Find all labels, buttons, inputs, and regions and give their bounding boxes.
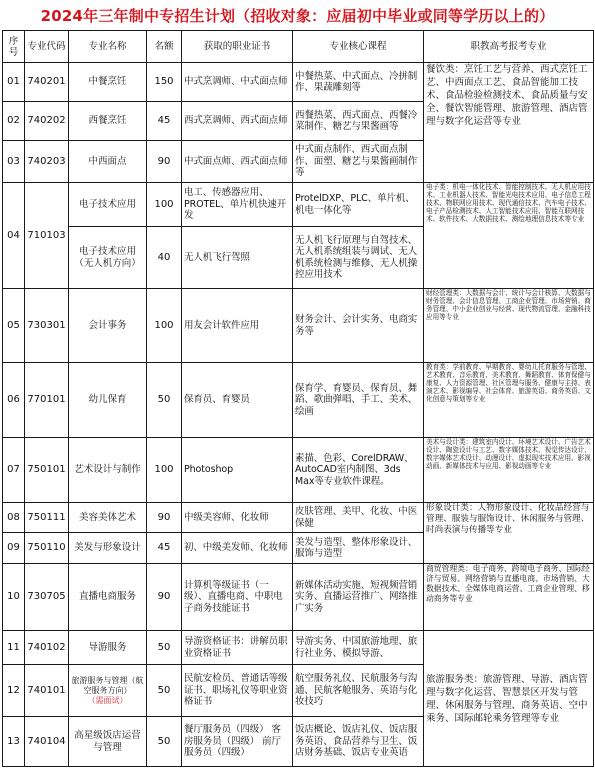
row-cert: 中式面点师、西式面点师 — [182, 141, 293, 183]
row-quota: 50 — [147, 717, 182, 767]
row-major: 电子技术应用 — [69, 183, 147, 227]
header-code: 专业代码 — [25, 31, 69, 63]
row-no: 07 — [3, 438, 25, 503]
row-code: 740104 — [25, 717, 69, 767]
row-major: 艺术设计与制作 — [69, 438, 147, 503]
table-header-row — [3, 31, 594, 63]
row-major: 高星级饭店运营与管理 — [69, 717, 147, 767]
row-core: ProtelDXP、PLC、单片机、机电一体化等 — [293, 183, 424, 227]
row-no: 09 — [3, 533, 25, 564]
row-quota: 100 — [147, 183, 182, 227]
row-code: 730301 — [25, 289, 69, 363]
exam-finance: 财经管理类：大数据与会计、统计与会计核算、大数据与财务管理、会计信息管理、工商企业管理、市场营销、商务管理、中小企业创业与经营、现代物流管理、金融科技应用等专业 — [424, 289, 594, 363]
row-code: 740203 — [25, 141, 69, 183]
row-code: 740101 — [25, 665, 69, 717]
row-core: 导游实务、中国旅游地理、旅行社业务、模拟导游、 — [293, 631, 424, 665]
row-cert: 民航安检员、普通话等级证书、职场礼仪等职业资格证书 — [182, 665, 293, 717]
row-major: 西餐烹饪 — [69, 102, 147, 141]
exam-electronics: 电子类：机电一体化技术、智能控制技术、无人机应用技术、工业机器人技术、智能光电技术应用、电子信息工程技术、物联网应用技术、现代通信技术、汽车电子技术、电子产品检测技术、人工智能技术应用、智能互联网技术、软件技术、大数据技术、测绘地理信息技术等专业 — [424, 183, 594, 289]
row-quota: 90 — [147, 503, 182, 533]
row-cert: 初、中级美发师、化妆师 — [182, 533, 293, 564]
row-core: 皮肤管理、美甲、化妆、中医保健 — [293, 503, 424, 533]
row-no: 03 — [3, 141, 25, 183]
row-cert: Photoshop — [182, 438, 293, 503]
header-core: 专业核心课程 — [293, 31, 424, 63]
row-no: 08 — [3, 503, 25, 533]
exam-education: 教育类：学前教育、早期教育、婴幼儿托育服务与管理、艺术教育、音乐教育、美术教育、舞蹈教育、体育保健与康复、人力资源管理、社区管理与服务、健康与主持、表演艺术、影视编导、社会体育、旅游英语、商务英语、文化创意与策划等专业 — [424, 363, 594, 438]
row-core: 素描、色彩、CorelDRAW、AutoCAD室内制图、3ds Max等专业软件课程。 — [293, 438, 424, 503]
header-cert: 获取的职业证书 — [182, 31, 293, 63]
row-cert: 用友会计软件应用 — [182, 289, 293, 363]
row-cert: 餐厅服务员（四级） 客房服务员（四级） 前厅服务员（四级） — [182, 717, 293, 767]
header-quota: 名额 — [147, 31, 182, 63]
row-core: 饭店概论、饭店礼仪、饭店服务英语、食品营养与卫生、饭店财务基础、饭店专业英语 — [293, 717, 424, 767]
table-row — [3, 63, 594, 102]
row-code: 710103 — [25, 183, 69, 289]
exam-beauty: 形象设计类：人物形象设计、化妆品经营与管理、服装与服饰设计、休闲服务与管理、时尚表演与传播等专业 — [424, 503, 594, 564]
row-quota: 45 — [147, 102, 182, 141]
header-no: 序号 — [3, 31, 25, 63]
row-no: 04 — [3, 183, 25, 289]
row-quota: 40 — [147, 227, 182, 289]
row-quota: 90 — [147, 564, 182, 631]
row-code: 750111 — [25, 503, 69, 533]
row-major: 幼儿保育 — [69, 363, 147, 438]
row-major: 导游服务 — [69, 631, 147, 665]
row-code: 730705 — [25, 564, 69, 631]
row-core: 财务会计、会计实务、电商实务等 — [293, 289, 424, 363]
row-core: 中餐热菜、中式面点、冷拼制作、果蔬雕刻等 — [293, 63, 424, 102]
row-major: 美容美体艺术 — [69, 503, 147, 533]
row-cert: 中式烹调师、中式面点师 — [182, 63, 293, 102]
row-core: 中式面点制作、西式面点制作、面塑、糖艺与果酱画制作等 — [293, 141, 424, 183]
row-major — [69, 665, 147, 717]
row-no: 02 — [3, 102, 25, 141]
row-quota: 100 — [147, 289, 182, 363]
row-cert: 导游资格证书：讲解员职业资格证书 — [182, 631, 293, 665]
row-no: 13 — [3, 717, 25, 767]
header-exam: 职教高考报考专业 — [424, 31, 594, 63]
row-major: 中西面点 — [69, 141, 147, 183]
row-cert: 保育员、育婴员 — [182, 363, 293, 438]
row-code: 770101 — [25, 363, 69, 438]
table-row — [3, 631, 594, 665]
row-quota: 50 — [147, 665, 182, 717]
admission-table — [2, 30, 594, 767]
table-row — [3, 289, 594, 363]
row-quota: 100 — [147, 438, 182, 503]
exam-tourism: 旅游服务类：旅游管理、导游、酒店管理与数字化运营、智慧景区开发与管理、休闲服务与管理、商务英语、空中乘务、国际邮轮乘务管理等专业 — [424, 631, 594, 767]
row-no: 11 — [3, 631, 25, 665]
row-cert: 计算机等级证书（一级）、直播电商、中职电子商务技能证书 — [182, 564, 293, 631]
exam-food: 餐饮类：烹饪工艺与营养、西式烹饪工艺、中西面点工艺、食品智能加工技术、食品检验检测技术、食品质量与安全、餐饮智能管理、旅游管理、酒店管理与数字化运营等专业 — [424, 63, 594, 183]
table-row — [3, 438, 594, 503]
row-quota: 150 — [147, 63, 182, 102]
table-row — [3, 503, 594, 533]
exam-art: 美术与设计类：建筑室内设计、环境艺术设计、广告艺术设计、陶瓷设计与工艺、数字媒体技术、视觉传达设计、数字媒体艺术设计、动漫设计、虚拟现实技术应用、影视动画、新媒体技术与应用、影视动画等专业 — [424, 438, 594, 503]
row-core: 航空服务礼仪、民航服务与沟通、民航客舱服务、英语与化妆技巧 — [293, 665, 424, 717]
interview-note: （需面试） — [87, 695, 128, 705]
row-major-text: 旅游服务与管理（航空服务方向） — [71, 675, 144, 695]
row-code: 740102 — [25, 631, 69, 665]
row-quota: 50 — [147, 631, 182, 665]
row-code: 750110 — [25, 533, 69, 564]
row-cert: 无人机飞行驾照 — [182, 227, 293, 289]
row-core: 无人机飞行原理与自驾技术、无人机系统组装与调试、无人机系统检测与维修、无人机操控应用技术 — [293, 227, 424, 289]
row-no: 01 — [3, 63, 25, 102]
row-cert: 西式烹调师、西式面点师 — [182, 102, 293, 141]
row-code: 750101 — [25, 438, 69, 503]
row-major: 会计事务 — [69, 289, 147, 363]
row-quota: 50 — [147, 363, 182, 438]
row-code: 740202 — [25, 102, 69, 141]
row-quota: 90 — [147, 141, 182, 183]
row-no: 12 — [3, 665, 25, 717]
row-cert: 电工、传感器应用、PROTEL、单片机快速开发 — [182, 183, 293, 227]
header-major: 专业名称 — [69, 31, 147, 63]
table-row — [3, 183, 594, 227]
table-row — [3, 564, 594, 631]
row-core: 保育学、育婴员、保育员、舞蹈、歌曲弹唱、手工、美术、绘画 — [293, 363, 424, 438]
row-core: 美发与造型、整体形象设计、服饰与造型 — [293, 533, 424, 564]
row-core: 新媒体活动实施、短视频营销实务、直播运营推广、网络推广实务 — [293, 564, 424, 631]
row-major: 中餐烹饪 — [69, 63, 147, 102]
row-major: 电子技术应用（无人机方向） — [69, 227, 147, 289]
row-no: 06 — [3, 363, 25, 438]
row-no: 05 — [3, 289, 25, 363]
row-code: 740201 — [25, 63, 69, 102]
row-major: 直播电商服务 — [69, 564, 147, 631]
table-row — [3, 363, 594, 438]
row-cert: 中级美容师、化妆师 — [182, 503, 293, 533]
page-title: 2024年三年制中专招生计划（招收对象：应届初中毕业或同等学历以上的） — [40, 7, 555, 25]
row-no: 10 — [3, 564, 25, 631]
row-core: 西餐热菜、西式面点、西餐冷菜制作、糖艺与果酱画等 — [293, 102, 424, 141]
row-quota: 45 — [147, 533, 182, 564]
exam-commerce: 商贸管理类：电子商务、跨境电子商务、国际经济与贸易、网络营销与直播电商、市场营销、大数据技术、全媒体电商运营、工商企业管理、移动商务等专业 — [424, 564, 594, 631]
row-major: 美发与形象设计 — [69, 533, 147, 564]
